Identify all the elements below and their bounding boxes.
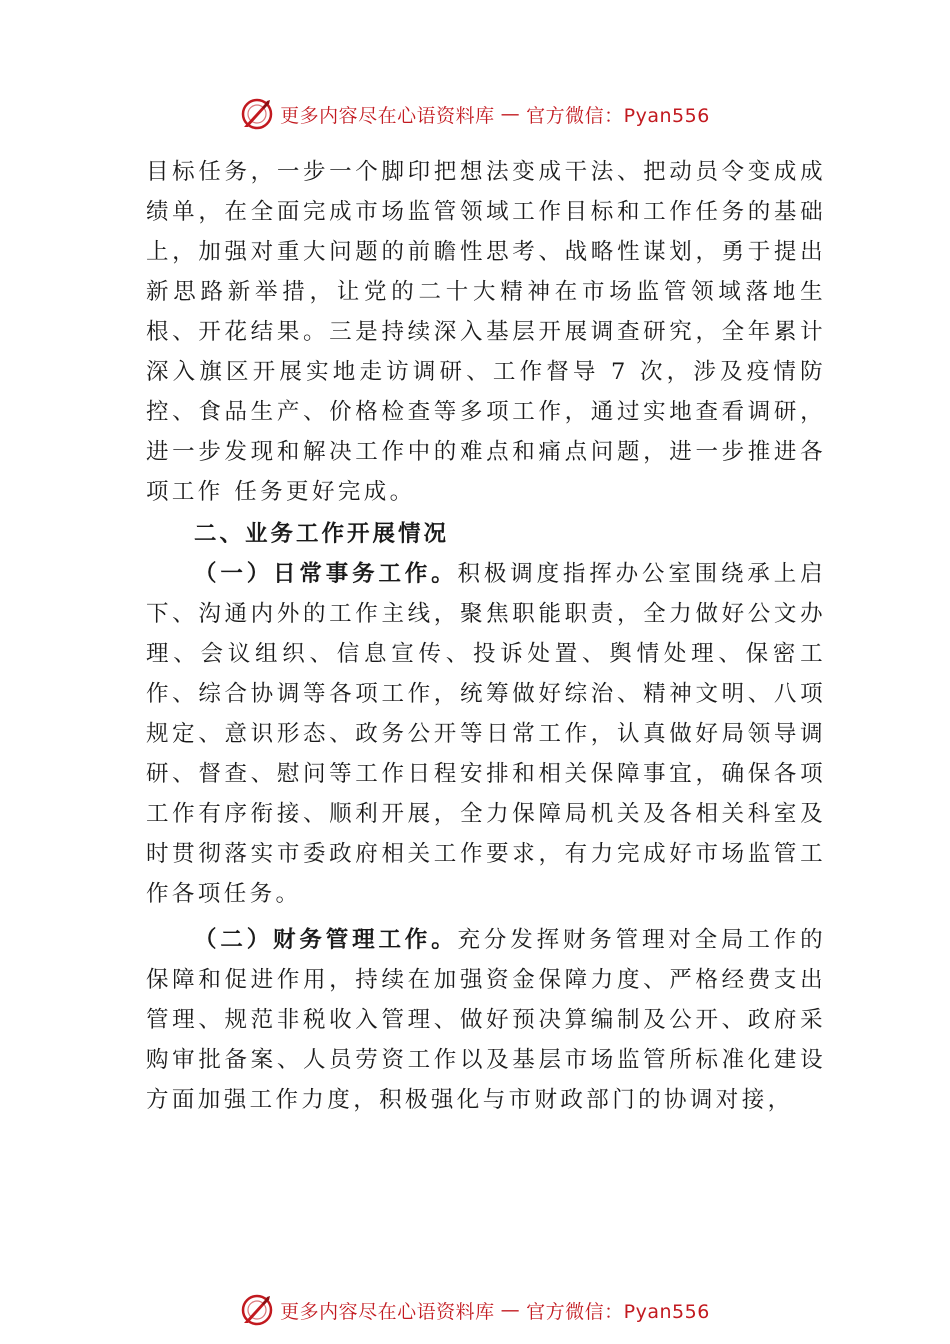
footer-banner <box>0 1288 950 1332</box>
footer-site-text: 更多内容尽在心语资料库 <box>280 1300 495 1323</box>
quill-seal-icon <box>240 1293 274 1327</box>
quill-seal-icon <box>240 97 274 131</box>
document-body <box>146 152 826 1120</box>
header-banner <box>0 92 950 136</box>
paragraph-1: 目标任务，一步一个脚印把想法变成干法、把动员令变成成绩单，在全面完成市场监管领域工作目标和工作任务的基础上，加强对重大问题的前瞻性思考、战略性谋划，勇于提出新思路新举措，让党的二十大精神在市场监管领域落地生根、开花结果。三是持续深入基层开展调查研究，全年累计深入旗区开展实地走访调研、工作督导 7 次，涉及疫情防控、食品生产、价格检查等多项工作，通过实地查看调研，进一步发现和解决工作中的难点和痛点问题，进一步推进各项工作 任务更好完成。 <box>146 159 826 505</box>
item-2-text: 充分发挥财务管理对全局工作的保障和促进作用，持续在加强资金保障力度、严格经费支出管理、规范非税收入管理、做好预决算编制及公开、政府采购审批备案、人员劳资工作以及基层市场监管所标准化建设方面加强工作力度，积极强化与市财政部门的协调对接， <box>146 927 826 1113</box>
section-heading: 二、业务工作开展情况 <box>194 521 450 547</box>
item-1-text: 积极调度指挥办公室围绕承上启下、沟通内外的工作主线，聚焦职能职责，全力做好公文办理、会议组织、信息宣传、投诉处置、舆情处理、保密工作、综合协调等各项工作，统筹做好综治、精神文明、八项规定、意识形态、政务公开等日常工作，认真做好局领导调研、督查、慰问等工作日程安排和相关保障事宜，确保各项工作有序衔接、顺利开展，全力保障局机关及各相关科室及时贯彻落实市委政府相关工作要求，有力完成好市场监管工作各项任务。 <box>146 561 826 907</box>
header-wechat-text: 官方微信：Pyan556 <box>526 104 710 127</box>
header-separator: — <box>500 103 521 125</box>
footer-separator: — <box>500 1299 521 1321</box>
item-2-lead: （二）财务管理工作。 <box>194 927 458 953</box>
header-site-text: 更多内容尽在心语资料库 <box>280 104 495 127</box>
footer-wechat-text: 官方微信：Pyan556 <box>526 1300 710 1323</box>
item-1-lead: （一）日常事务工作。 <box>194 561 458 587</box>
item-2-paragraph <box>146 920 826 1120</box>
item-1-paragraph <box>146 554 826 914</box>
